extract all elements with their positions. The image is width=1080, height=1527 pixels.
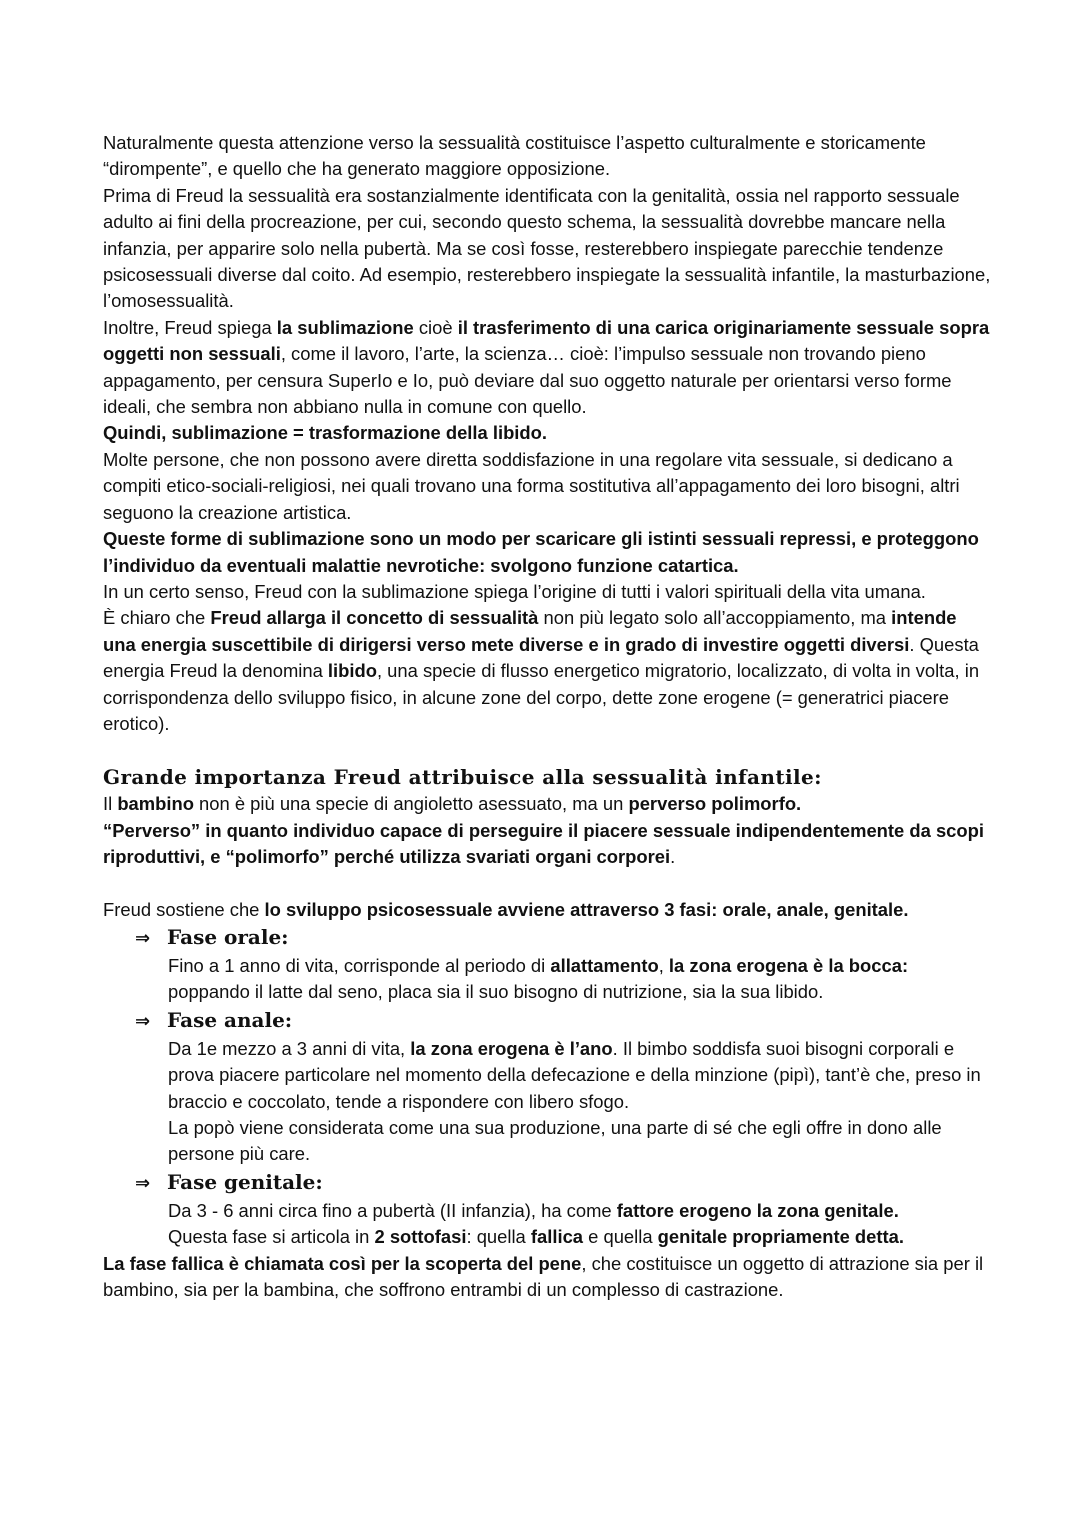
- bold-text-run: perverso polimorfo.: [628, 793, 802, 815]
- document-body: [103, 130, 993, 1303]
- bold-text-run: la sublimazione: [276, 316, 414, 338]
- text-run: Questa fase si articola in: [168, 1226, 375, 1248]
- phase-anal-label: [167, 1008, 292, 1032]
- text-run: Da 1e mezzo a 3 anni di vita,: [168, 1037, 411, 1059]
- paragraph-before-freud: [103, 183, 993, 315]
- text-run: . Questa energia Freud la denomina: [103, 633, 979, 682]
- text-run: Inoltre, Freud spiega: [103, 316, 277, 338]
- phase-anal-title: [135, 1006, 993, 1036]
- text-run: Molte persone, che non possono avere diretta soddisfazione in una regolare vita sessuale, si dedicano a compiti etico-sociali-religiosi, nei quali trovano una forma sostitutiva all’appagamento dei loro bisogni, altri seguono la creazione artistica.: [103, 448, 960, 523]
- bold-text-run: bambino: [117, 793, 194, 815]
- text-run: cioè: [413, 316, 458, 338]
- bold-text-run: La fase fallica è chiamata così per la scoperta del pene: [103, 1252, 582, 1274]
- paragraph-libido: [103, 605, 993, 737]
- text-run: Prima di Freud la sessualità era sostanzialmente identificata con la genitalità, ossia nel rapporto sessuale adulto ai fini della procreazione, per cui, secondo questo schema, la sessualità dovrebbe mancare nella infanzia, per apparire solo nella pubertà. Ma se così fosse, resterebbero inspiegate parecchie tendenze psicosessuali diverse dal coito. Ad esempio, resterebbero inspiegate la sessualità infantile, la masturbazione, l’omosessualità.: [103, 184, 991, 312]
- text-run: Grande importanza Freud attribuisce alla sessualità infantile:: [103, 765, 822, 790]
- phase-oral-label: [167, 925, 289, 949]
- phase-oral-title: [135, 923, 993, 953]
- phase-anal-text-2: [168, 1115, 993, 1168]
- bold-text-run: 2 sottofasi: [374, 1226, 467, 1248]
- paragraph-three-phases: [103, 897, 993, 923]
- text-run: . Il bimbo soddisfa suoi bisogni corporali e prova piacere particolare nel momento della defecazione e della minzione (pipì), tant’è che, preso in braccio e coccolato, tende a rispondere con libero sfogo.: [168, 1037, 981, 1112]
- bold-text-run: la zona erogena è l’ano: [410, 1037, 613, 1059]
- spacer: [103, 737, 993, 763]
- text-run: La popò viene considerata come una sua produzione, una parte di sé che egli offre in dono alle persone più care.: [168, 1117, 942, 1165]
- paragraph-pervert-definition: [103, 818, 993, 871]
- text-run: : quella: [466, 1226, 531, 1248]
- text-run: Freud sostiene che: [103, 898, 265, 920]
- text-run: È chiaro che: [103, 607, 211, 629]
- text-run: , che costituisce un oggetto di attrazione sia per il bambino, sia per la bambina, che soffrono entrambi di un complesso di castrazione.: [103, 1252, 984, 1301]
- paragraph-spiritual-values: [103, 579, 993, 605]
- paragraph-sublimation: [103, 315, 993, 421]
- paragraph-many-people: [103, 447, 993, 526]
- text-run: .: [670, 846, 676, 868]
- text-run: e quella: [583, 1226, 658, 1248]
- paragraph-polymorph: [103, 791, 993, 817]
- paragraph-phallic-phase: [103, 1251, 993, 1304]
- bold-text-run: Queste forme di sublimazione sono un modo per scaricare gli istinti sessuali repressi, e proteggono l’individuo da eventuali malattie nevrotiche: svolgono funzione catartica.: [103, 528, 979, 576]
- text-run: ,: [658, 954, 669, 976]
- phase-anal-text: [168, 1036, 993, 1115]
- text-run: , una specie di flusso energetico migratorio, localizzato, di volta in volta, in corrispondenza dello sviluppo fisico, in alcune zone del corpo, dette zone erogene (= generatrici piacere erotico).: [103, 660, 980, 734]
- text-run: , come il lavoro, l’arte, la scienza… cioè: l’impulso sessuale non trovando pieno appagamento, per censura SuperIo e Io, può deviare dal suo oggetto naturale per orientarsi verso forme ideali, che sembra non abbiano nulla in comune con quello.: [103, 343, 952, 418]
- text-run: poppando il latte dal seno, placa sia il suo bisogno di nutrizione, sia la sua libido.: [168, 981, 824, 1003]
- text-run: Fase genitale:: [167, 1169, 323, 1194]
- bold-text-run: fallica: [530, 1226, 584, 1248]
- paragraph-sexuality-intro: [103, 130, 993, 183]
- spacer: [103, 871, 993, 897]
- bold-text-run: “Perverso” in quanto individuo capace di perseguire il piacere sessuale indipendentemente da scopi riproduttivi, e “polimorfo” perché utilizza svariati organi corporei: [103, 819, 984, 868]
- bold-text-run: allattamento: [550, 954, 659, 976]
- text-run: Fase orale:: [167, 924, 289, 949]
- bold-text-run: Freud allarga il concetto di sessualità: [210, 607, 539, 629]
- text-run: Fase anale:: [167, 1007, 293, 1032]
- phase-oral-text: [168, 953, 993, 1006]
- section-heading-infantile-sexuality: [103, 763, 993, 791]
- bold-text-run: libido: [327, 660, 377, 682]
- phase-genital-text-2: [168, 1224, 993, 1250]
- bold-text-run: fattore erogeno la zona genitale.: [616, 1199, 899, 1221]
- paragraph-sublimation-definition: [103, 420, 993, 446]
- phase-genital-title: [135, 1168, 993, 1198]
- bold-text-run: il trasferimento di una carica originariamente sessuale sopra oggetti non sessuali: [103, 316, 990, 365]
- arrow-right-icon: ⇒: [135, 1010, 151, 1032]
- text-run: non più legato solo all’accoppiamento, ma: [538, 607, 892, 629]
- bold-text-run: Quindi, sublimazione = trasformazione della libido.: [103, 422, 547, 444]
- bold-text-run: lo sviluppo psicosessuale avviene attraverso 3 fasi: orale, anale, genitale.: [264, 898, 909, 920]
- bold-text-run: la zona erogena è la bocca:: [668, 954, 909, 976]
- arrow-right-icon: ⇒: [135, 927, 151, 949]
- arrow-right-icon: ⇒: [135, 1172, 151, 1194]
- text-run: non è più una specie di angioletto asessuato, ma un: [193, 793, 629, 815]
- text-run: Da 3 - 6 anni circa fino a pubertà (II infanzia), ha come: [168, 1199, 617, 1221]
- bold-text-run: genitale propriamente detta.: [657, 1226, 904, 1248]
- phase-genital-text: [168, 1198, 993, 1224]
- text-run: In un certo senso, Freud con la sublimazione spiega l’origine di tutti i valori spirituali della vita umana.: [103, 580, 926, 602]
- text-run: Naturalmente questa attenzione verso la sessualità costituisce l’aspetto culturalmente e storicamente “dirompente”, e quello che ha generato maggiore opposizione.: [103, 132, 926, 180]
- text-run: Fino a 1 anno di vita, corrisponde al periodo di: [168, 954, 551, 976]
- paragraph-cathartic-function: [103, 526, 993, 579]
- bold-text-run: intende una energia suscettibile di dirigersi verso mete diverse e in grado di investire oggetti diversi: [103, 607, 957, 655]
- phase-genital-label: [167, 1170, 323, 1194]
- text-run: Il: [103, 793, 118, 815]
